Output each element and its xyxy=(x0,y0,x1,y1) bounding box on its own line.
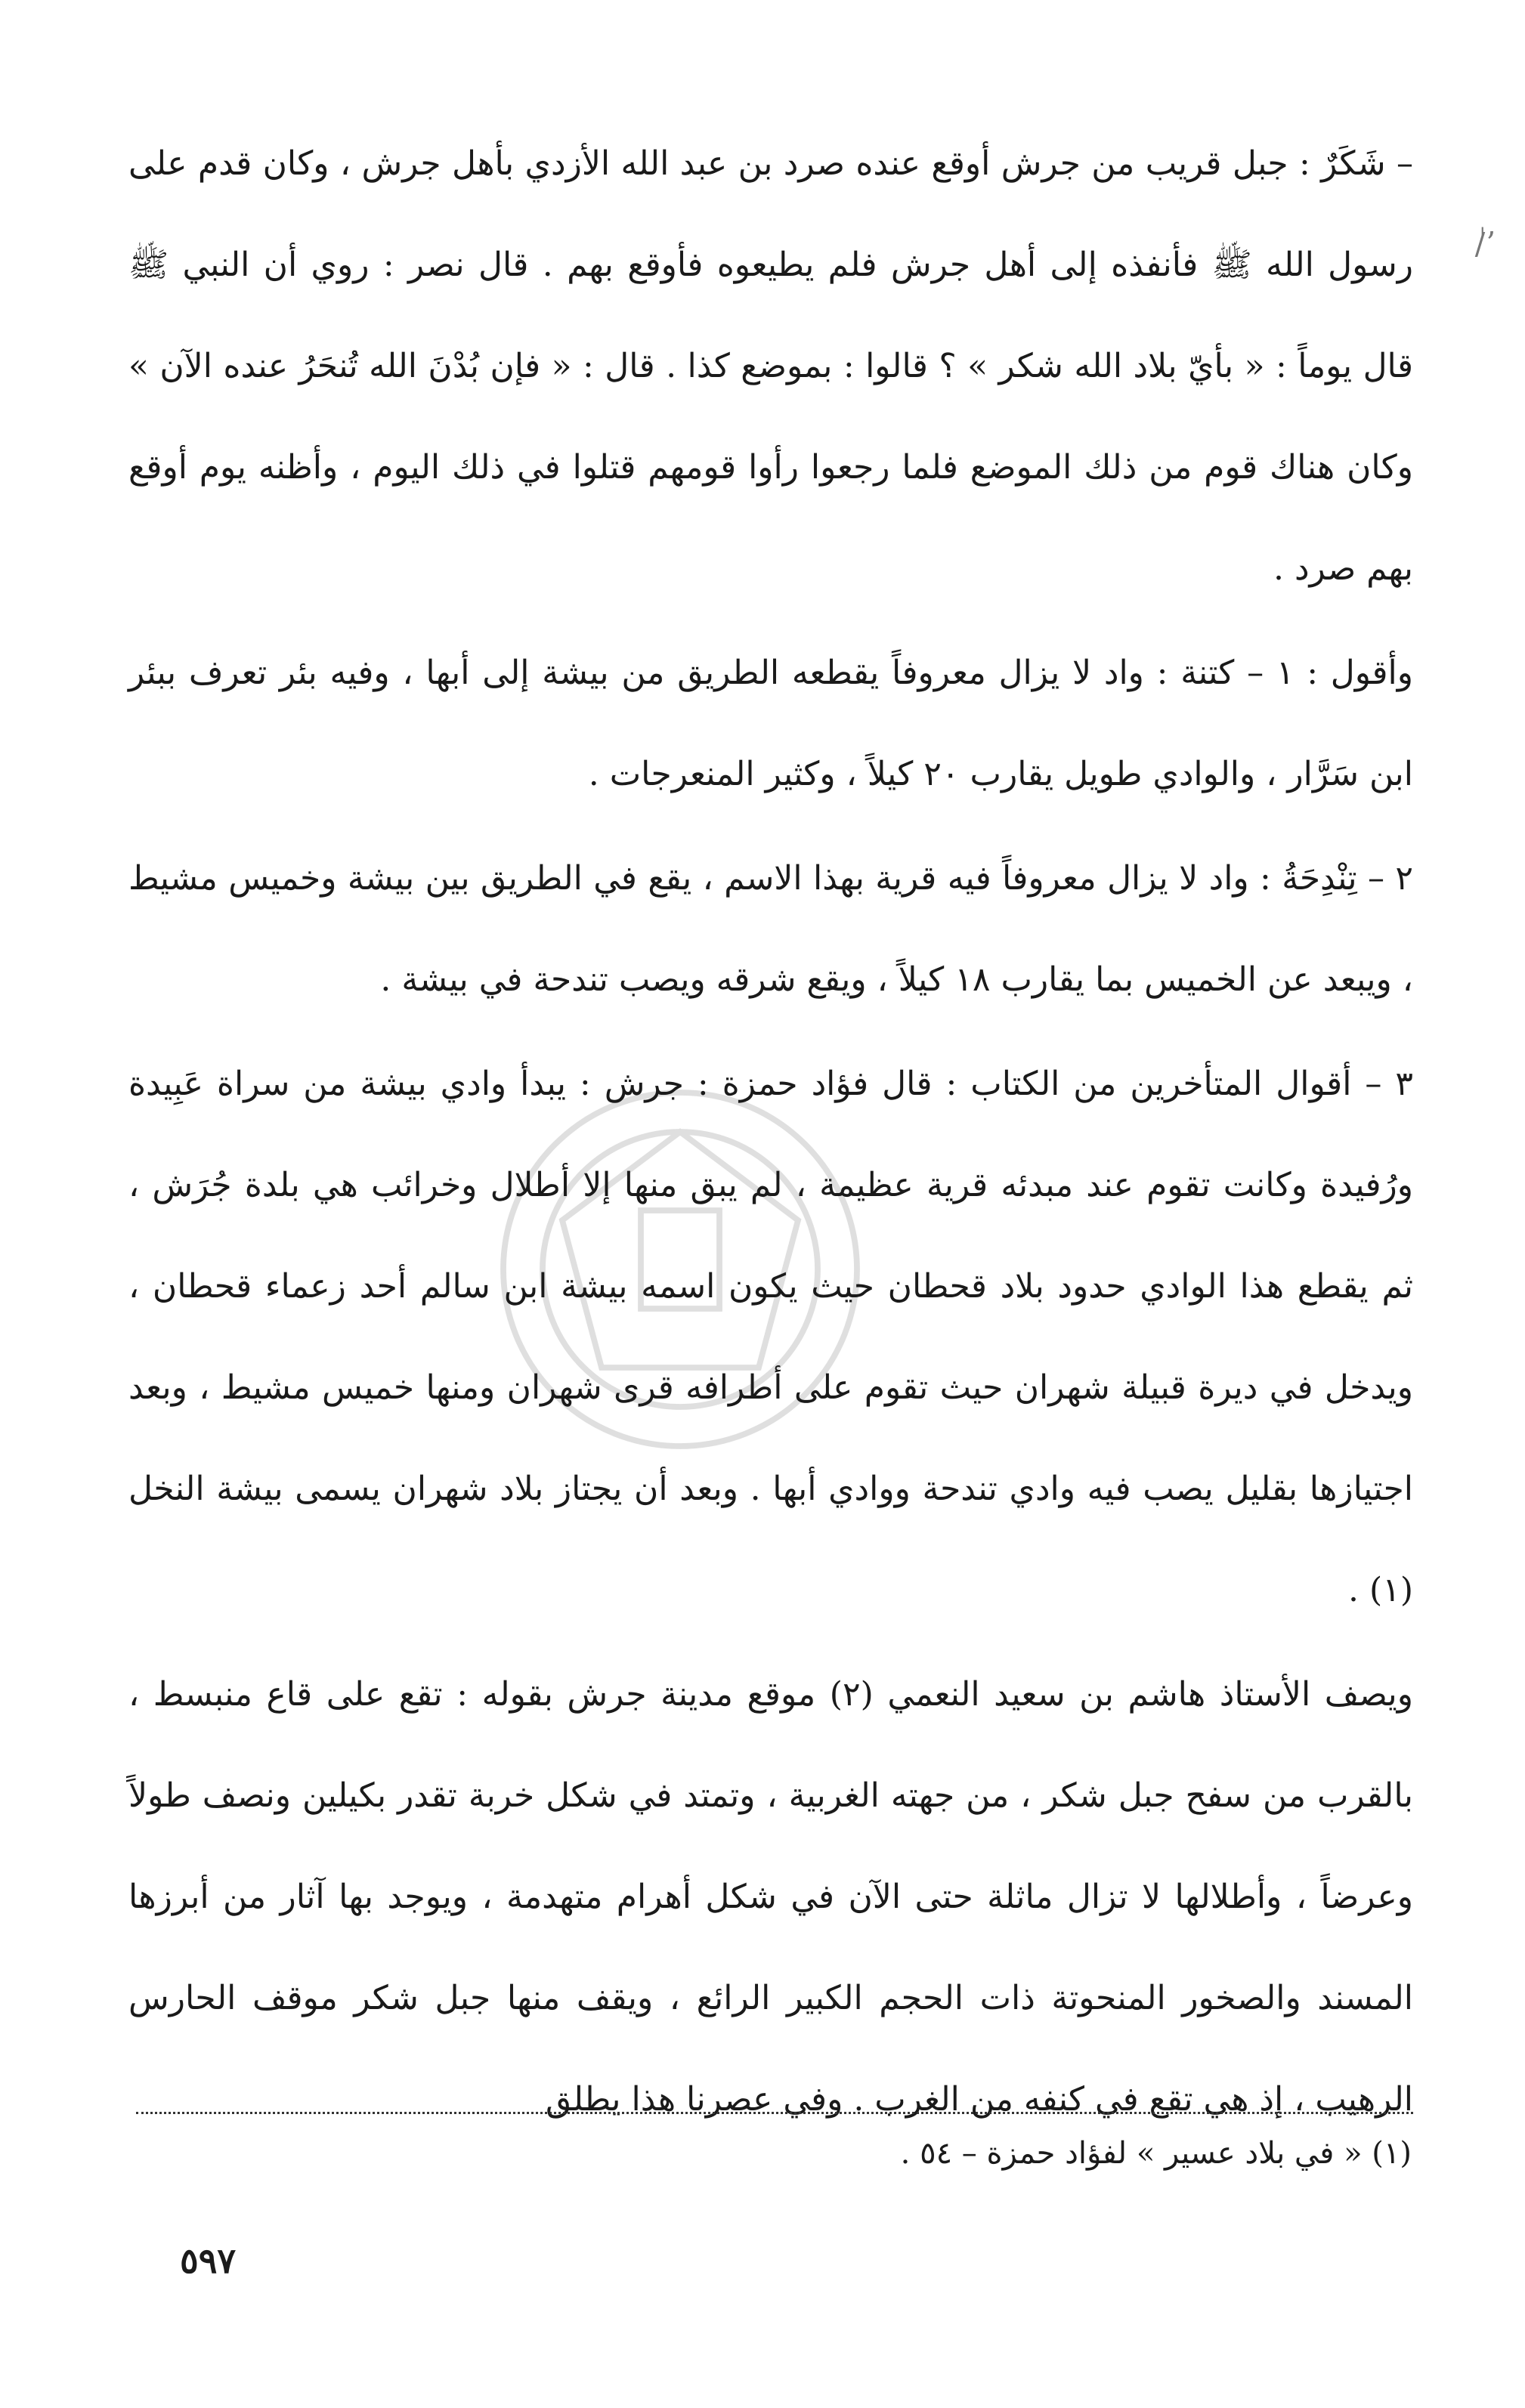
footnote-divider xyxy=(136,2112,1413,2114)
margin-mark: ʼ/ٰ xyxy=(1474,227,1495,261)
paragraph-kutna: وأقول : ١ – كتنة : واد لا يزال معروفاً يقطعه الطريق من بيشة إلى أبها ، وفيه بئر تعرف ببئر ابن سَرَّار ، والوادي طويل يقارب ٢٠ كيلاً ، وكثير المنعرجات . xyxy=(128,654,1413,793)
paragraph-later-authors: ٣ – أقوال المتأخرين من الكتاب : قال فؤاد حمزة : جرش : يبدأ وادي بيشة من سراة عَبِيدة ورُفيدة وكانت تقوم عند مبدئه قرية عظيمة ، لم يبق منها إلا أطلال وخرائب هي بلدة جُرَش ، ثم يقطع هذا الوادي حدود بلاد قحطان حيث يكون اسمه بيشة ابن سالم أحد زعماء قحطان ، ويدخل في ديرة قبيلة شهران حيث تقوم على أطرافه قرى شهران ومنها خميس مشيط ، وبعد اجتيازها بقليل يصب فيه وادي تندحة ووادي أبها . وبعد أن يجتاز بلاد شهران يسمى بيشة النخل (١) . xyxy=(128,1065,1413,1609)
paragraph-tandaha: ٢ – تِنْدِحَةُ : واد لا يزال معروفاً فيه قرية بهذا الاسم ، يقع في الطريق بين بيشة وخميس مشيط ، ويبعد عن الخميس بما يقارب ١٨ كيلاً ، ويقع شرقه ويصب تندحة في بيشة . xyxy=(128,859,1413,999)
paragraph-shakar: – شَكَرٌ : جبل قريب من جرش أوقع عنده صرد بن عبد الله الأزدي بأهل جرش ، وكان قدم على رسول الله ﷺ فأنفذه إلى أهل جرش فلم يطيعوه فأوقع بهم . قال نصر : روي أن النبي ﷺ قال يوماً : « بأيّ بلاد الله شكر » ؟ قالوا : بموضع كذا . قال : « فإن بُدْنَ الله تُنحَرُ عنده الآن » وكان هناك قوم من ذلك الموضع فلما رجعوا رأوا قومهم قتلوا في ذلك اليوم ، وأظنه يوم أوقع بهم صرد . xyxy=(128,144,1413,588)
paragraph-naimi: ويصف الأستاذ هاشم بن سعيد النعمي (٢) موقع مدينة جرش بقوله : تقع على قاع منبسط ، بالقرب من سفح جبل شكر ، من جهته الغربية ، وتمتد في شكل خربة تقدر بكيلين ونصف طولاً وعرضاً ، وأطلالها لا تزال ماثلة حتى الآن في شكل أهرام متهدمة ، ويوجد بها آثار من أبرزها المسند والصخور المنحوتة ذات الحجم الكبير الرائع ، ويقف منها جبل شكر موقف الحارس الرهيب ، إذ هي تقع في كنفه من الغرب . وفي عصرنا هذا يطلق xyxy=(128,1675,1413,2119)
footnote: (١) « في بلاد عسير » لفؤاد حمزة – ٥٤ . xyxy=(900,2136,1412,2171)
page-number: ٥٩٧ xyxy=(180,2240,237,2281)
page-body xyxy=(128,113,1413,2150)
